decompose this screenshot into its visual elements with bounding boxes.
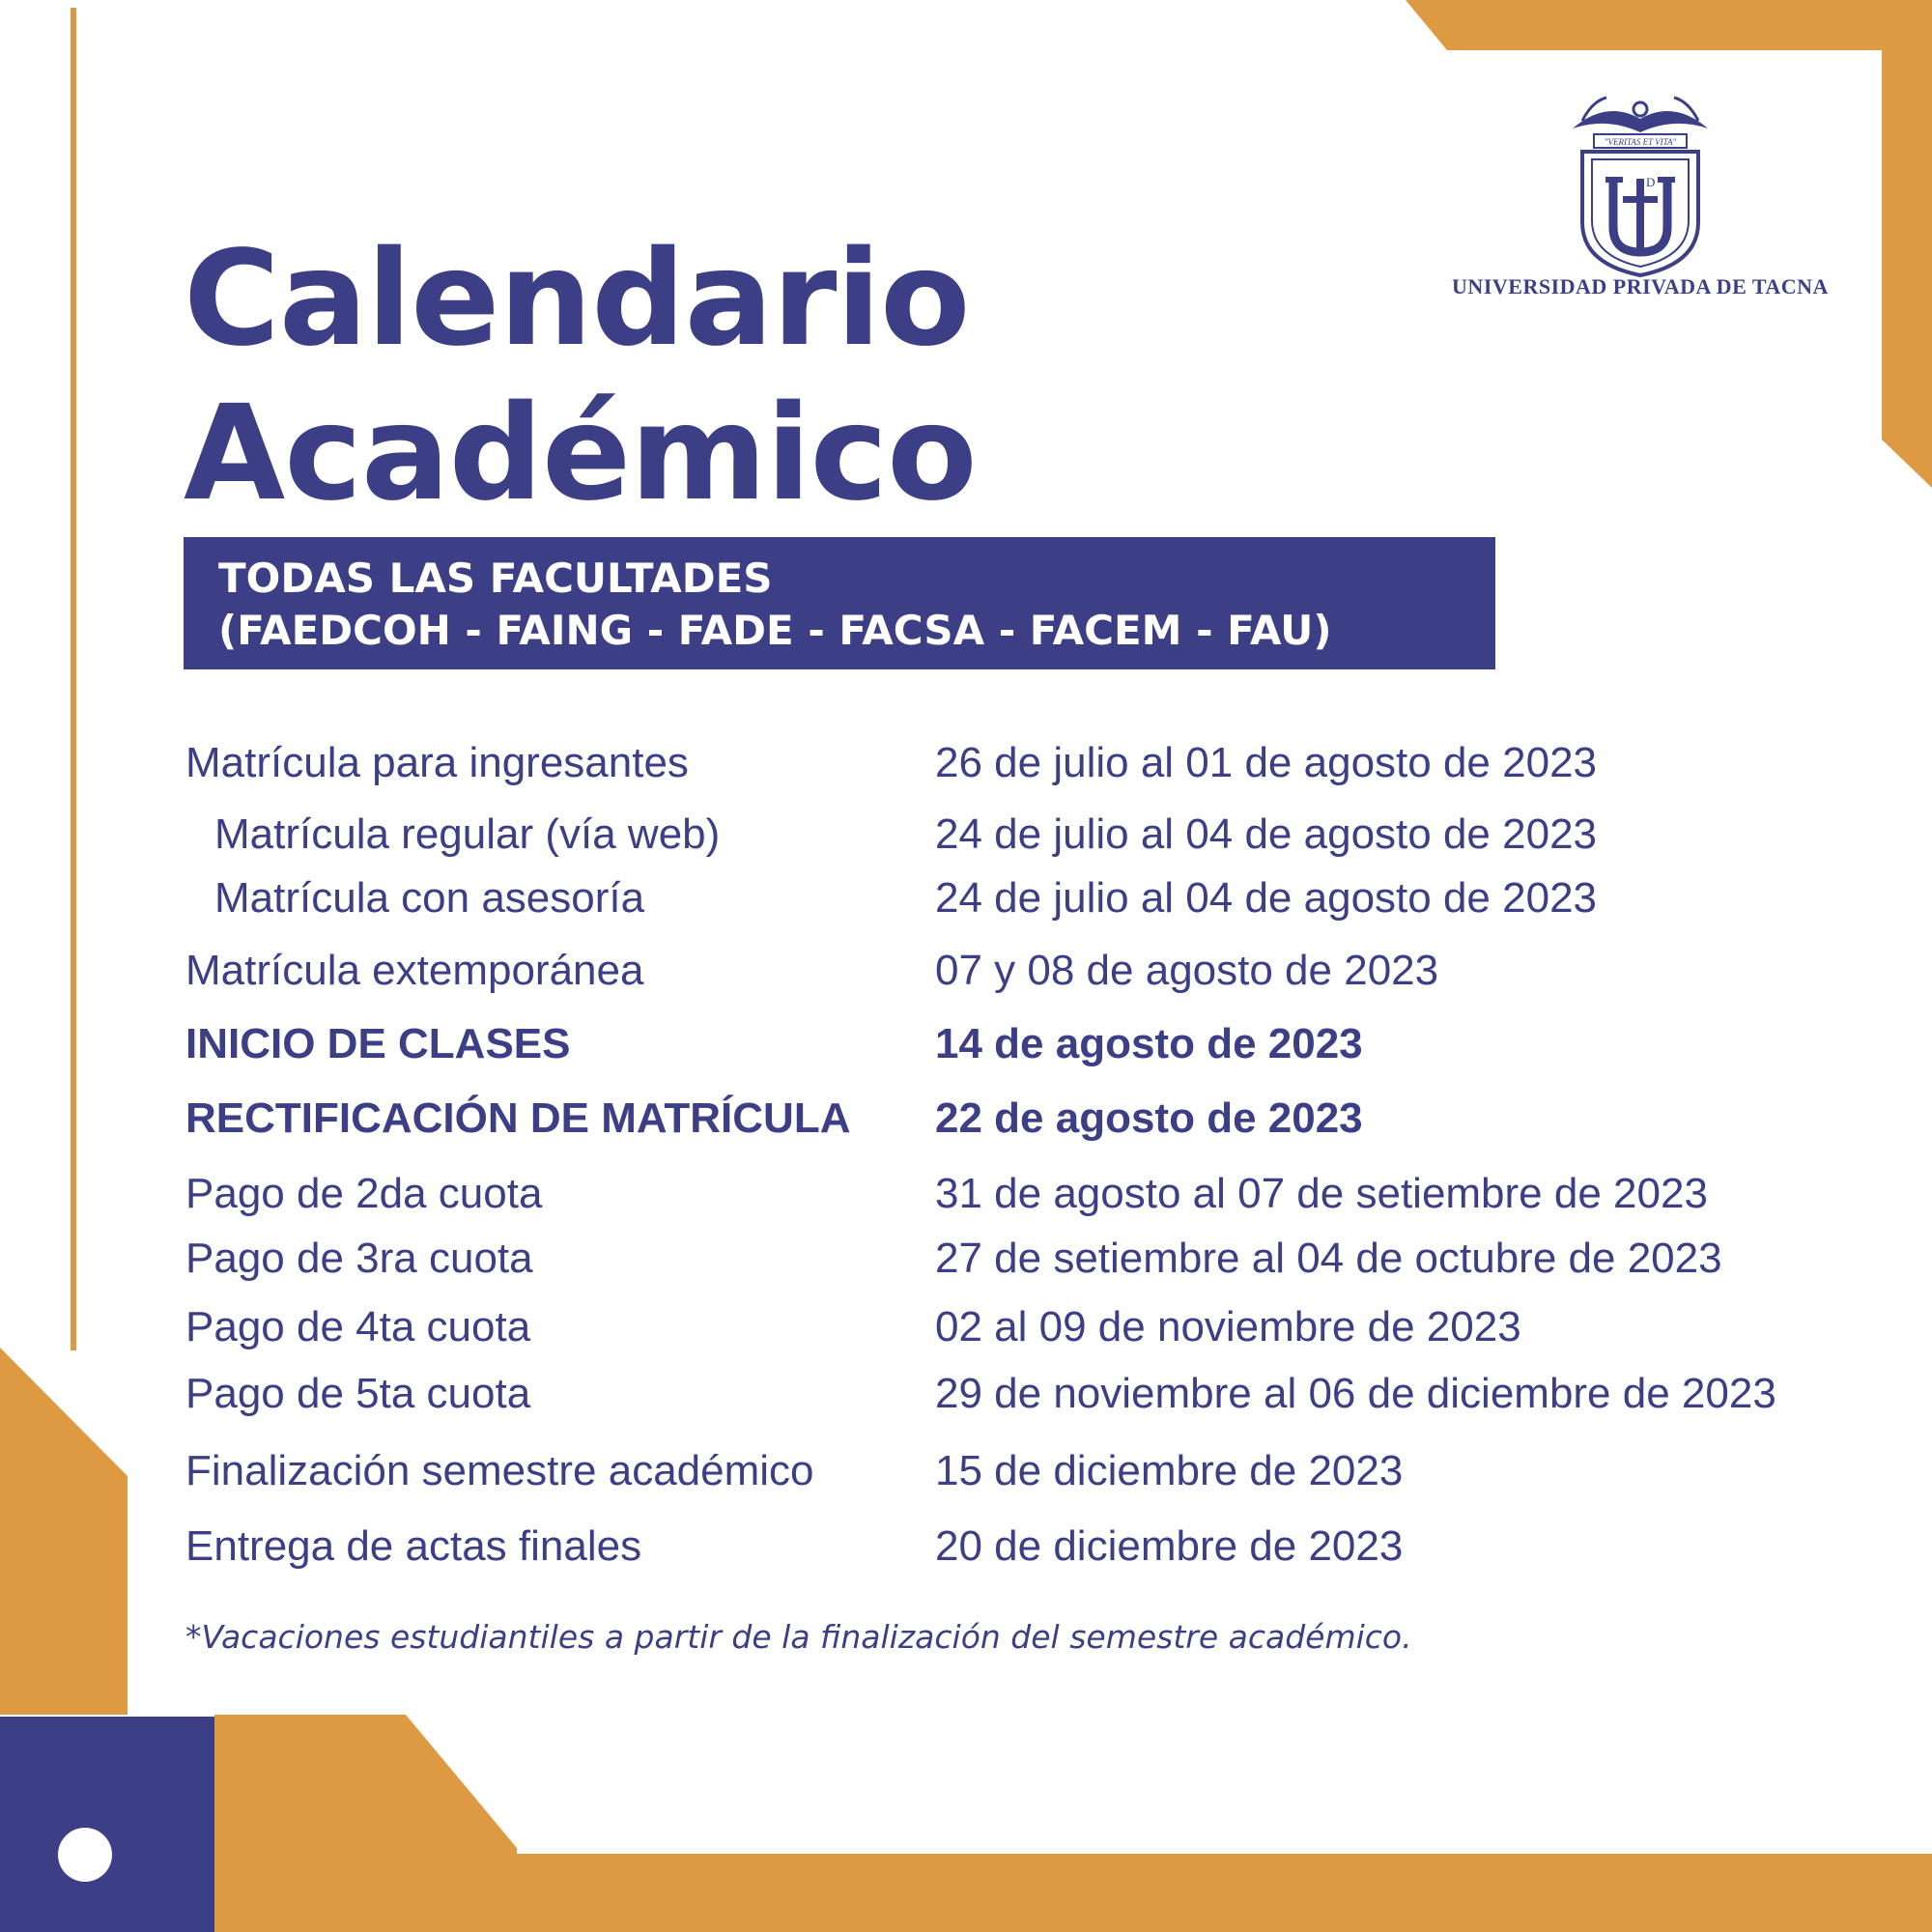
row-date: 29 de noviembre al 06 de diciembre de 2023 (935, 1370, 1776, 1417)
row-date: 07 y 08 de agosto de 2023 (935, 947, 1439, 994)
schedule-row-highlight (0, 1090, 1932, 1148)
row-date: 20 de diciembre de 2023 (935, 1522, 1404, 1570)
row-label: Finalización semestre académico (185, 1447, 814, 1494)
schedule-row (0, 1230, 1932, 1288)
row-label: RECTIFICACIÓN DE MATRÍCULA (185, 1094, 851, 1142)
row-date: 31 de agosto al 07 de setiembre de 2023 (935, 1170, 1708, 1217)
svg-text:D: D (1646, 175, 1656, 189)
schedule-row (0, 1365, 1932, 1423)
title-line-2: Académico (184, 378, 977, 530)
row-date: 14 de agosto de 2023 (935, 1020, 1363, 1067)
row-date: 02 al 09 de noviembre de 2023 (935, 1303, 1521, 1350)
vacation-footnote: *Vacaciones estudiantiles a partir de la finalización del semestre académico. (185, 1618, 1412, 1656)
banner-line-2: (FAEDCOH - FAING - FADE - FACSA - FACEM - FAU) (218, 607, 1332, 654)
row-label: Pago de 4ta cuota (185, 1303, 531, 1350)
schedule-row (0, 734, 1932, 792)
row-label: Pago de 5ta cuota (185, 1370, 531, 1417)
schedule-row-highlight (0, 1015, 1932, 1073)
row-date: 24 de julio al 04 de agosto de 2023 (935, 810, 1598, 858)
schedule-row (0, 1442, 1932, 1500)
motto-text: "VERITAS ET VITA" (1604, 137, 1677, 147)
banner-line-1: TODAS LAS FACULTADES (218, 554, 773, 602)
schedule-row (0, 869, 1932, 927)
schedule-row (0, 1518, 1932, 1576)
row-date: 24 de julio al 04 de agosto de 2023 (935, 874, 1598, 922)
schedule-row (0, 1298, 1932, 1356)
row-label: Matrícula regular (vía web) (214, 810, 721, 858)
schedule-row (0, 1165, 1932, 1223)
row-label: Entrega de actas finales (185, 1522, 642, 1570)
row-label: Pago de 2da cuota (185, 1170, 543, 1217)
schedule-row (0, 942, 1932, 1000)
row-label: INICIO DE CLASES (185, 1020, 571, 1067)
row-date: 27 de setiembre al 04 de octubre de 2023 (935, 1235, 1722, 1282)
schedule-row (0, 806, 1932, 864)
row-label: Matrícula extemporánea (185, 947, 644, 994)
row-date: 15 de diciembre de 2023 (935, 1447, 1404, 1494)
title-line-1: Calendario (184, 223, 970, 376)
university-name: UNIVERSIDAD PRIVADA DE TACNA (1452, 274, 1829, 298)
row-label: Matrícula para ingresantes (185, 739, 689, 786)
row-date: 26 de julio al 01 de agosto de 2023 (935, 739, 1598, 786)
row-label: Pago de 3ra cuota (185, 1235, 533, 1282)
row-label: Matrícula con asesoría (214, 874, 645, 922)
row-date: 22 de agosto de 2023 (935, 1094, 1363, 1142)
